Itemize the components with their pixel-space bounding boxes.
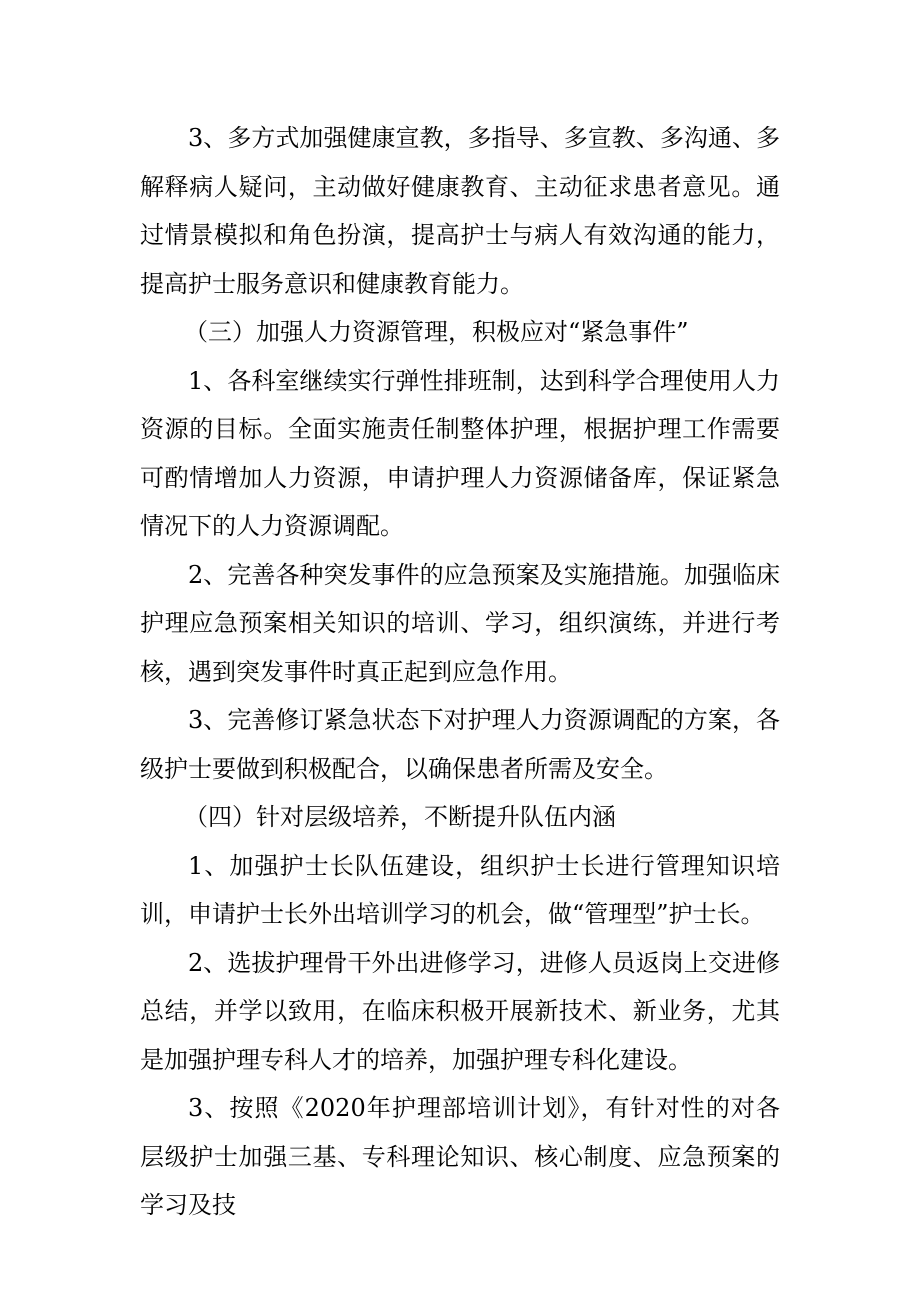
document-body (140, 114, 780, 1230)
paragraph-head-nurse-training: 1、加强护士长队伍建设，组织护士长进行管理知识培训，申请护士长外出培训学习的机会，做“管理型”护士长。 (140, 851, 780, 928)
paragraph-backbone-training: 2、选拔护理骨干外出进修学习，进修人员返岗上交进修总结，并学以致用，在临床积极开展新技术、新业务，尤其是加强护理专科人才的培养，加强护理专科化建设。 (140, 948, 780, 1074)
paragraph-health-education: 3、多方式加强健康宣教，多指导、多宣教、多沟通、多解释病人疑问，主动做好健康教育、主动征求患者意见。通过情景模拟和角色扮演，提高护士与病人有效沟通的能力，提高护士服务意识和健康教育能力。 (140, 124, 780, 298)
paragraph-flexible-scheduling: 1、各科室继续实行弹性排班制，达到科学合理使用人力资源的目标。全面实施责任制整体护理，根据护理工作需要可酌情增加人力资源，申请护理人力资源储备库，保证紧急情况下的人力资源调配。 (140, 366, 780, 540)
paragraph-resource-allocation: 3、完善修订紧急状态下对护理人力资源调配的方案，各级护士要做到积极配合，以确保患者所需及安全。 (140, 706, 780, 783)
paragraph-training-plan: 3、按照《2020年护理部培训计划》，有针对性的对各层级护士加强三基、专科理论知识、核心制度、应急预案的学习及技 (140, 1094, 780, 1219)
section-heading-4: （四）针对层级培养，不断提升队伍内涵 (184, 803, 616, 831)
paragraph-emergency-plans: 2、完善各种突发事件的应急预案及实施措施。加强临床护理应急预案相关知识的培训、学习，组织演练，并进行考核，遇到突发事件时真正起到应急作用。 (140, 560, 780, 686)
section-heading-3: （三）加强人力资源管理，积极应对“紧急事件” (184, 318, 689, 346)
